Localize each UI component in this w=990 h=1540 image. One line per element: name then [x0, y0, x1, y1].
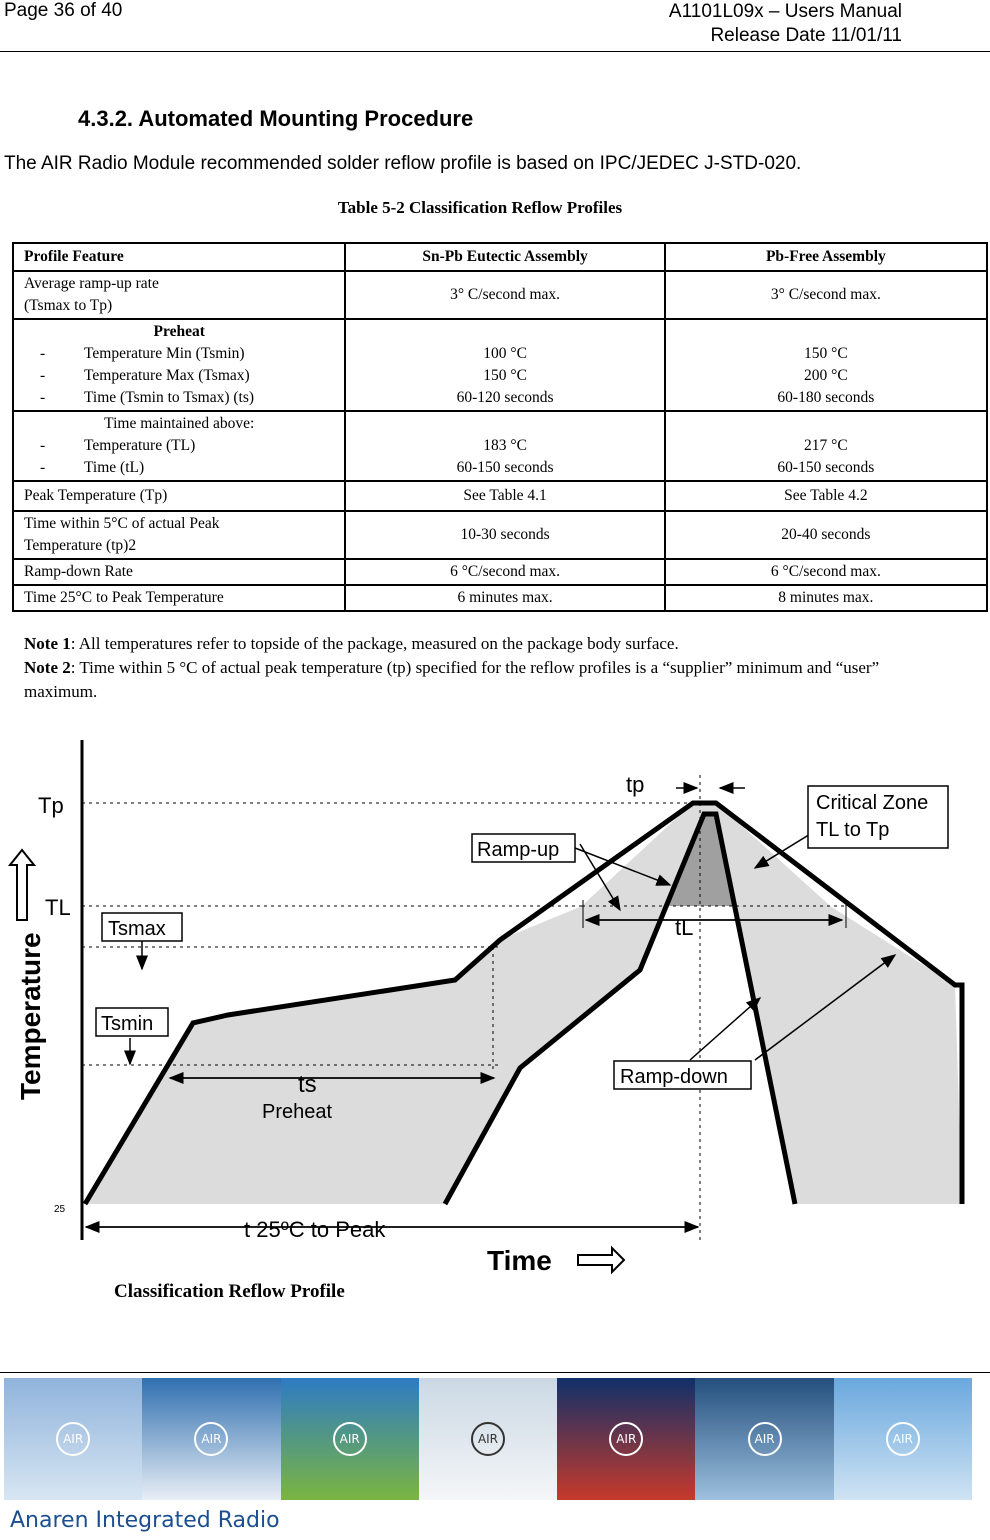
diagram-caption: Classification Reflow Profile [114, 1281, 345, 1302]
cell-snpb [345, 411, 664, 481]
snpb-tmax: 150 °C [483, 367, 527, 384]
time-arrow-icon [578, 1248, 624, 1272]
table-header-row [13, 243, 987, 271]
critical-zone-label: Critical Zone [816, 792, 929, 814]
cell-snpb: 6 °C/second max. [345, 559, 664, 585]
tl-time-label: tL [675, 915, 694, 940]
cell-pbfree: 3° C/second max. [665, 271, 987, 319]
reflow-profile-table [12, 242, 988, 612]
header-snpb: Sn-Pb Eutectic Assembly [345, 243, 664, 271]
tsmax-label: Tsmax [108, 918, 166, 940]
preheat-tmax-label: Temperature Max (Tsmax) [84, 367, 250, 384]
pbfree-time: 60-180 seconds [777, 389, 875, 406]
cell-pbfree: See Table 4.2 [665, 481, 987, 511]
pbfree-tl-time: 60-150 seconds [777, 459, 875, 476]
row-label: Time maintained above: - Temperature (TL) - Time (tL) [13, 411, 345, 481]
header-pbfree: Pb-Free Assembly [665, 243, 987, 271]
within-label-sub: Temperature (tp)2 [24, 537, 137, 554]
tick-25: 25 [54, 1204, 66, 1215]
table-row [13, 481, 987, 511]
snpb-tl: 183 °C [483, 437, 527, 454]
tp-label: Tp [38, 793, 64, 818]
header-release-date: Release Date 11/01/11 [710, 25, 902, 46]
air-logo-icon: AIR [194, 1422, 228, 1456]
tp-time-label: tp [626, 772, 645, 797]
maintained-time-label: Time (tL) [84, 459, 145, 476]
banner-tile [4, 1378, 142, 1500]
row-label: Preheat - Temperature Min (Tsmin) - Temperature Max (Tsmax) - Time (Tsmin to Tsmax) (ts) [13, 319, 345, 411]
ramp-down-label: Ramp-down [620, 1066, 728, 1088]
row-label [13, 511, 345, 559]
pbfree-tmax: 200 °C [804, 367, 848, 384]
header-divider [0, 51, 990, 52]
snpb-tmin: 100 °C [483, 345, 527, 362]
y-axis-label: Temperature [15, 932, 46, 1100]
pbfree-tl: 217 °C [804, 437, 848, 454]
tsmin-label: Tsmin [101, 1013, 154, 1035]
preheat-time-label: Time (Tsmin to Tsmax) (ts) [84, 389, 255, 406]
footer-divider [0, 1372, 990, 1373]
cell-snpb: 10-30 seconds [345, 511, 664, 559]
cell-pbfree: 6 °C/second max. [665, 559, 987, 585]
x-axis-label: Time [487, 1245, 552, 1276]
air-logo-icon: AIR [56, 1422, 90, 1456]
table-row [13, 319, 987, 411]
header-page-number: Page 36 of 40 [4, 0, 123, 21]
snpb-time: 60-120 seconds [456, 389, 554, 406]
banner-tile [142, 1378, 280, 1500]
banner-tile [419, 1378, 557, 1500]
banner-tile [557, 1378, 695, 1500]
tl-label: TL [45, 895, 71, 920]
within-label: Time within 5°C of actual Peak [24, 515, 220, 532]
table-row [13, 585, 987, 611]
snpb-tl-time: 60-150 seconds [456, 459, 554, 476]
banner-tile [281, 1378, 419, 1500]
air-logo-icon: AIR [609, 1422, 643, 1456]
intro-paragraph: The AIR Radio Module recommended solder reflow profile is based on IPC/JEDEC J-STD-020. [4, 153, 802, 174]
note-1: Note 1: All temperatures refer to topside of the package, measured on the package body surface. [24, 634, 679, 653]
critical-zone-label-2: TL to Tp [816, 819, 890, 841]
banner-tile [834, 1378, 972, 1500]
header-profile-feature: Profile Feature [13, 243, 345, 271]
reflow-profile-diagram [0, 730, 990, 1310]
cell-snpb [345, 319, 664, 411]
brand-name: Anaren Integrated Radio [10, 1508, 280, 1533]
preheat-label: Preheat [262, 1101, 333, 1123]
row-label: Ramp-down Rate [13, 559, 345, 585]
section-title: 4.3.2. Automated Mounting Procedure [78, 106, 474, 131]
cell-pbfree: 20-40 seconds [665, 511, 987, 559]
cell-snpb: See Table 4.1 [345, 481, 664, 511]
temperature-arrow-icon [10, 850, 34, 920]
header-doc-info [669, 0, 902, 48]
t25-label: t 25ºC to Peak [244, 1217, 386, 1242]
note-2: Note 2: Time within 5 °C of actual peak temperature (tp) specified for the reflow profiles is a “supplier” minimum and “user” maximum. [24, 658, 880, 701]
row-label [13, 271, 345, 319]
banner-tile [695, 1378, 833, 1500]
maintained-temp-label: Temperature (TL) [84, 437, 196, 454]
ramp-up-label: Ramp-up [477, 839, 560, 861]
ramp-up-label-sub: (Tsmax to Tp) [24, 297, 113, 314]
table-row [13, 411, 987, 481]
cell-pbfree [665, 319, 987, 411]
footer-banner [4, 1378, 972, 1500]
cell-snpb: 6 minutes max. [345, 585, 664, 611]
preheat-heading: Preheat [153, 323, 205, 340]
air-logo-icon: AIR [886, 1422, 920, 1456]
cell-pbfree [665, 411, 987, 481]
preheat-tmin-label: Temperature Min (Tsmin) [84, 345, 245, 362]
pbfree-tmin: 150 °C [804, 345, 848, 362]
table-caption: Table 5-2 Classification Reflow Profiles [337, 198, 623, 217]
air-logo-icon: AIR [748, 1422, 782, 1456]
ramp-up-label: Average ramp-up rate [24, 275, 159, 292]
row-label: Time 25°C to Peak Temperature [13, 585, 345, 611]
maintained-heading: Time maintained above: [104, 415, 255, 432]
ts-label: ts [298, 1071, 317, 1098]
cell-pbfree: 8 minutes max. [665, 585, 987, 611]
table-row [13, 511, 987, 559]
table-row [13, 271, 987, 319]
air-logo-icon: AIR [333, 1422, 367, 1456]
cell-snpb: 3° C/second max. [345, 271, 664, 319]
row-label: Peak Temperature (Tp) [13, 481, 345, 511]
table-notes [24, 632, 924, 704]
header-doc-title: A1101L09x – Users Manual [668, 1, 902, 22]
table-row [13, 559, 987, 585]
air-logo-icon: AIR [471, 1422, 505, 1456]
